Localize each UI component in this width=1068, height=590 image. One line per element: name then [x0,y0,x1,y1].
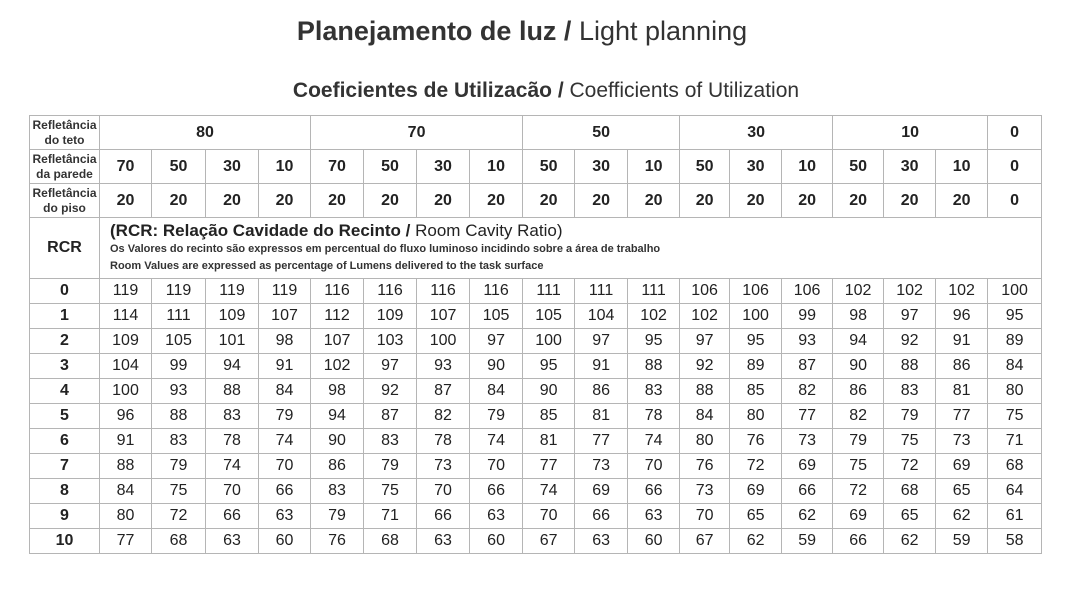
table-cell: 85 [523,404,575,429]
table-row [30,429,1042,454]
table-cell: 105 [523,304,575,329]
table-cell: 62 [936,504,988,529]
table-cell: 77 [782,404,833,429]
table-cell: 98 [259,329,311,354]
table-cell: 90 [523,379,575,404]
table-cell: 65 [730,504,782,529]
rcr-value: 7 [30,454,100,479]
rcr-value: 10 [30,529,100,554]
wall-reflectance-value: 10 [628,150,680,184]
floor-reflectance-value: 20 [628,184,680,218]
table-cell: 73 [782,429,833,454]
table-cell: 114 [100,304,152,329]
table-cell: 116 [311,279,364,304]
table-cell: 102 [680,304,730,329]
floor-reflectance-value: 20 [575,184,628,218]
table-cell: 88 [100,454,152,479]
table-cell: 76 [311,529,364,554]
table-cell: 78 [628,404,680,429]
table-cell: 77 [936,404,988,429]
rcr-value: 8 [30,479,100,504]
page-subtitle-en: Coefficients of Utilization [569,79,800,102]
table-cell: 116 [364,279,417,304]
table-cell: 71 [988,429,1042,454]
table-cell: 101 [206,329,259,354]
table-cell: 96 [100,404,152,429]
table-row [30,504,1042,529]
table-cell: 73 [936,429,988,454]
table-cell: 119 [152,279,206,304]
table-cell: 61 [988,504,1042,529]
table-cell: 102 [936,279,988,304]
table-cell: 99 [782,304,833,329]
table-cell: 66 [833,529,884,554]
table-cell: 92 [680,354,730,379]
table-cell: 112 [311,304,364,329]
rcr-title [110,221,1041,241]
table-cell: 81 [523,429,575,454]
ceiling-reflectance-value: 0 [988,116,1042,150]
wall-reflectance-value: 50 [364,150,417,184]
floor-reflectance-value: 20 [680,184,730,218]
table-cell: 63 [628,504,680,529]
table-cell: 106 [782,279,833,304]
table-cell: 96 [936,304,988,329]
table-cell: 95 [988,304,1042,329]
table-cell: 97 [470,329,523,354]
table-cell: 92 [364,379,417,404]
table-cell: 83 [152,429,206,454]
table-cell: 93 [152,379,206,404]
table-cell: 116 [470,279,523,304]
ceiling-reflectance-value: 10 [833,116,988,150]
ceiling-reflectance-value: 80 [100,116,311,150]
table-row [30,529,1042,554]
table-cell: 79 [152,454,206,479]
table-cell: 102 [628,304,680,329]
table-row [30,404,1042,429]
table-cell: 63 [259,504,311,529]
wall-reflectance-value: 30 [575,150,628,184]
table-cell: 70 [259,454,311,479]
table-cell: 95 [730,329,782,354]
table-cell: 87 [364,404,417,429]
table-cell: 104 [100,354,152,379]
floor-reflectance-value: 20 [100,184,152,218]
table-cell: 73 [680,479,730,504]
table-cell: 67 [680,529,730,554]
table-cell: 75 [364,479,417,504]
table-cell: 78 [417,429,470,454]
table-cell: 66 [206,504,259,529]
table-cell: 68 [988,454,1042,479]
table-cell: 75 [833,454,884,479]
table-cell: 72 [833,479,884,504]
table-cell: 88 [206,379,259,404]
table-cell: 93 [782,329,833,354]
floor-reflectance-value: 20 [523,184,575,218]
rcr-value: 1 [30,304,100,329]
floor-reflectance-value: 0 [988,184,1042,218]
table-cell: 70 [206,479,259,504]
floor-reflectance-row [30,184,1042,218]
table-cell: 103 [364,329,417,354]
table-cell: 97 [575,329,628,354]
table-cell: 74 [259,429,311,454]
rcr-note-en: Room Values are expressed as percentage of Lumens delivered to the task surface [110,260,544,272]
rcr-value: 4 [30,379,100,404]
table-cell: 93 [417,354,470,379]
table-cell: 106 [730,279,782,304]
rcr-header-row [30,218,1042,279]
table-cell: 77 [575,429,628,454]
wall-reflectance-value: 10 [782,150,833,184]
table-cell: 91 [575,354,628,379]
table-cell: 84 [988,354,1042,379]
wall-reflectance-value: 30 [417,150,470,184]
table-cell: 111 [523,279,575,304]
table-cell: 69 [730,479,782,504]
floor-reflectance-value: 20 [782,184,833,218]
table-cell: 69 [782,454,833,479]
table-cell: 82 [417,404,470,429]
table-cell: 107 [311,329,364,354]
table-cell: 81 [936,379,988,404]
table-cell: 81 [575,404,628,429]
table-cell: 60 [628,529,680,554]
page-subtitle [0,79,1068,103]
table-cell: 80 [100,504,152,529]
table-cell: 109 [100,329,152,354]
table-cell: 105 [152,329,206,354]
table-cell: 102 [833,279,884,304]
table-cell: 79 [259,404,311,429]
rcr-title-en: Room Cavity Ratio) [415,221,563,240]
table-cell: 84 [470,379,523,404]
table-cell: 77 [523,454,575,479]
table-cell: 79 [364,454,417,479]
table-cell: 75 [152,479,206,504]
table-cell: 89 [988,329,1042,354]
wall-reflectance-value: 50 [152,150,206,184]
table-cell: 111 [152,304,206,329]
table-row [30,479,1042,504]
table-cell: 82 [782,379,833,404]
table-cell: 77 [100,529,152,554]
floor-reflectance-value: 20 [884,184,936,218]
table-cell: 68 [152,529,206,554]
table-cell: 100 [417,329,470,354]
table-cell: 78 [206,429,259,454]
table-row [30,279,1042,304]
table-cell: 85 [730,379,782,404]
table-cell: 72 [884,454,936,479]
table-cell: 66 [259,479,311,504]
table-cell: 119 [206,279,259,304]
table-cell: 79 [884,404,936,429]
table-cell: 80 [730,404,782,429]
table-cell: 75 [988,404,1042,429]
table-cell: 86 [575,379,628,404]
table-cell: 106 [680,279,730,304]
table-cell: 62 [730,529,782,554]
table-cell: 84 [259,379,311,404]
table-cell: 97 [364,354,417,379]
table-cell: 72 [152,504,206,529]
table-cell: 98 [311,379,364,404]
table-cell: 68 [884,479,936,504]
table-cell: 83 [628,379,680,404]
wall-reflectance-value: 10 [936,150,988,184]
table-cell: 59 [782,529,833,554]
table-cell: 88 [884,354,936,379]
table-cell: 88 [152,404,206,429]
page-title-pt: Planejamento de luz / [296,16,572,46]
table-cell: 102 [884,279,936,304]
table-cell: 107 [259,304,311,329]
table-cell: 80 [680,429,730,454]
wall-reflectance-value: 10 [259,150,311,184]
table-cell: 107 [417,304,470,329]
table-cell: 100 [523,329,575,354]
table-cell: 89 [730,354,782,379]
table-cell: 99 [152,354,206,379]
table-cell: 74 [206,454,259,479]
table-cell: 86 [833,379,884,404]
table-cell: 66 [417,504,470,529]
table-cell: 76 [680,454,730,479]
table-cell: 100 [988,279,1042,304]
table-cell: 64 [988,479,1042,504]
floor-reflectance-label: Refletância do piso [30,184,100,218]
wall-reflectance-label: Refletância da parede [30,150,100,184]
table-cell: 70 [628,454,680,479]
table-cell: 111 [628,279,680,304]
wall-reflectance-row [30,150,1042,184]
ceiling-reflectance-value: 30 [680,116,833,150]
table-cell: 65 [884,504,936,529]
table-cell: 58 [988,529,1042,554]
table-cell: 119 [259,279,311,304]
table-cell: 86 [936,354,988,379]
page-title [0,16,1044,47]
table-row [30,454,1042,479]
table-cell: 60 [470,529,523,554]
table-cell: 73 [417,454,470,479]
ceiling-reflectance-row [30,116,1042,150]
table-cell: 65 [936,479,988,504]
table-cell: 74 [628,429,680,454]
table-cell: 79 [470,404,523,429]
floor-reflectance-value: 20 [311,184,364,218]
table-cell: 83 [364,429,417,454]
table-cell: 70 [680,504,730,529]
rcr-title-pt: (RCR: Relação Cavidade do Recinto / [110,221,411,240]
table-cell: 68 [364,529,417,554]
table-cell: 84 [680,404,730,429]
table-cell: 66 [782,479,833,504]
table-cell: 88 [628,354,680,379]
table-cell: 66 [628,479,680,504]
floor-reflectance-value: 20 [470,184,523,218]
floor-reflectance-value: 20 [259,184,311,218]
rcr-value: 5 [30,404,100,429]
table-cell: 69 [936,454,988,479]
table-cell: 90 [311,429,364,454]
page-subtitle-pt: Coeficientes de Utilizacão / [292,79,564,102]
floor-reflectance-value: 20 [152,184,206,218]
rcr-note-pt: Os Valores do recinto são expressos em percentual do fluxo luminoso incidindo sobre a área de trabalho [110,243,661,255]
table-cell: 74 [470,429,523,454]
table-row [30,329,1042,354]
floor-reflectance-value: 20 [936,184,988,218]
wall-reflectance-value: 10 [470,150,523,184]
table-cell: 104 [575,304,628,329]
table-cell: 73 [575,454,628,479]
table-row [30,304,1042,329]
table-cell: 105 [470,304,523,329]
table-cell: 63 [575,529,628,554]
table-cell: 90 [833,354,884,379]
table-cell: 116 [417,279,470,304]
rcr-value: 3 [30,354,100,379]
rcr-value: 6 [30,429,100,454]
wall-reflectance-value: 30 [884,150,936,184]
table-cell: 102 [311,354,364,379]
table-cell: 91 [100,429,152,454]
table-cell: 88 [680,379,730,404]
table-cell: 70 [523,504,575,529]
table-cell: 83 [311,479,364,504]
table-cell: 109 [364,304,417,329]
table-cell: 92 [884,329,936,354]
table-row [30,354,1042,379]
table-cell: 119 [100,279,152,304]
table-cell: 59 [936,529,988,554]
ceiling-reflectance-label: Refletância do teto [30,116,100,150]
table-cell: 76 [730,429,782,454]
table-cell: 63 [470,504,523,529]
wall-reflectance-value: 70 [100,150,152,184]
table-cell: 95 [628,329,680,354]
table-cell: 84 [100,479,152,504]
ceiling-reflectance-value: 70 [311,116,523,150]
table-cell: 79 [311,504,364,529]
table-cell: 71 [364,504,417,529]
table-cell: 80 [988,379,1042,404]
rcr-label: RCR [30,218,100,279]
table-cell: 97 [680,329,730,354]
table-cell: 111 [575,279,628,304]
wall-reflectance-value: 50 [523,150,575,184]
rcr-value: 2 [30,329,100,354]
floor-reflectance-value: 20 [417,184,470,218]
floor-reflectance-value: 20 [730,184,782,218]
table-cell: 69 [575,479,628,504]
table-cell: 79 [833,429,884,454]
table-cell: 60 [259,529,311,554]
rcr-description [100,218,1042,279]
wall-reflectance-value: 70 [311,150,364,184]
wall-reflectance-value: 30 [206,150,259,184]
table-cell: 63 [206,529,259,554]
floor-reflectance-value: 20 [364,184,417,218]
table-cell: 91 [936,329,988,354]
table-cell: 86 [311,454,364,479]
table-cell: 109 [206,304,259,329]
table-cell: 70 [470,454,523,479]
table-cell: 66 [575,504,628,529]
rcr-value: 9 [30,504,100,529]
table-cell: 70 [417,479,470,504]
table-cell: 67 [523,529,575,554]
table-cell: 90 [470,354,523,379]
rcr-value: 0 [30,279,100,304]
page-title-en: Light planning [578,16,748,46]
table-cell: 97 [884,304,936,329]
ceiling-reflectance-value: 50 [523,116,680,150]
wall-reflectance-value: 50 [680,150,730,184]
table-cell: 94 [833,329,884,354]
table-cell: 100 [730,304,782,329]
table-cell: 74 [523,479,575,504]
table-cell: 83 [206,404,259,429]
table-cell: 94 [206,354,259,379]
table-cell: 66 [470,479,523,504]
table-cell: 62 [884,529,936,554]
table-cell: 91 [259,354,311,379]
table-cell: 63 [417,529,470,554]
wall-reflectance-value: 0 [988,150,1042,184]
table-cell: 100 [100,379,152,404]
table-cell: 87 [417,379,470,404]
table-cell: 98 [833,304,884,329]
table-cell: 87 [782,354,833,379]
table-cell: 95 [523,354,575,379]
table-cell: 72 [730,454,782,479]
table-cell: 62 [782,504,833,529]
table-cell: 75 [884,429,936,454]
wall-reflectance-value: 50 [833,150,884,184]
wall-reflectance-value: 30 [730,150,782,184]
floor-reflectance-value: 20 [833,184,884,218]
table-cell: 69 [833,504,884,529]
table-row [30,379,1042,404]
floor-reflectance-value: 20 [206,184,259,218]
table-cell: 83 [884,379,936,404]
table-cell: 94 [311,404,364,429]
coefficients-table [29,115,1042,554]
table-cell: 82 [833,404,884,429]
